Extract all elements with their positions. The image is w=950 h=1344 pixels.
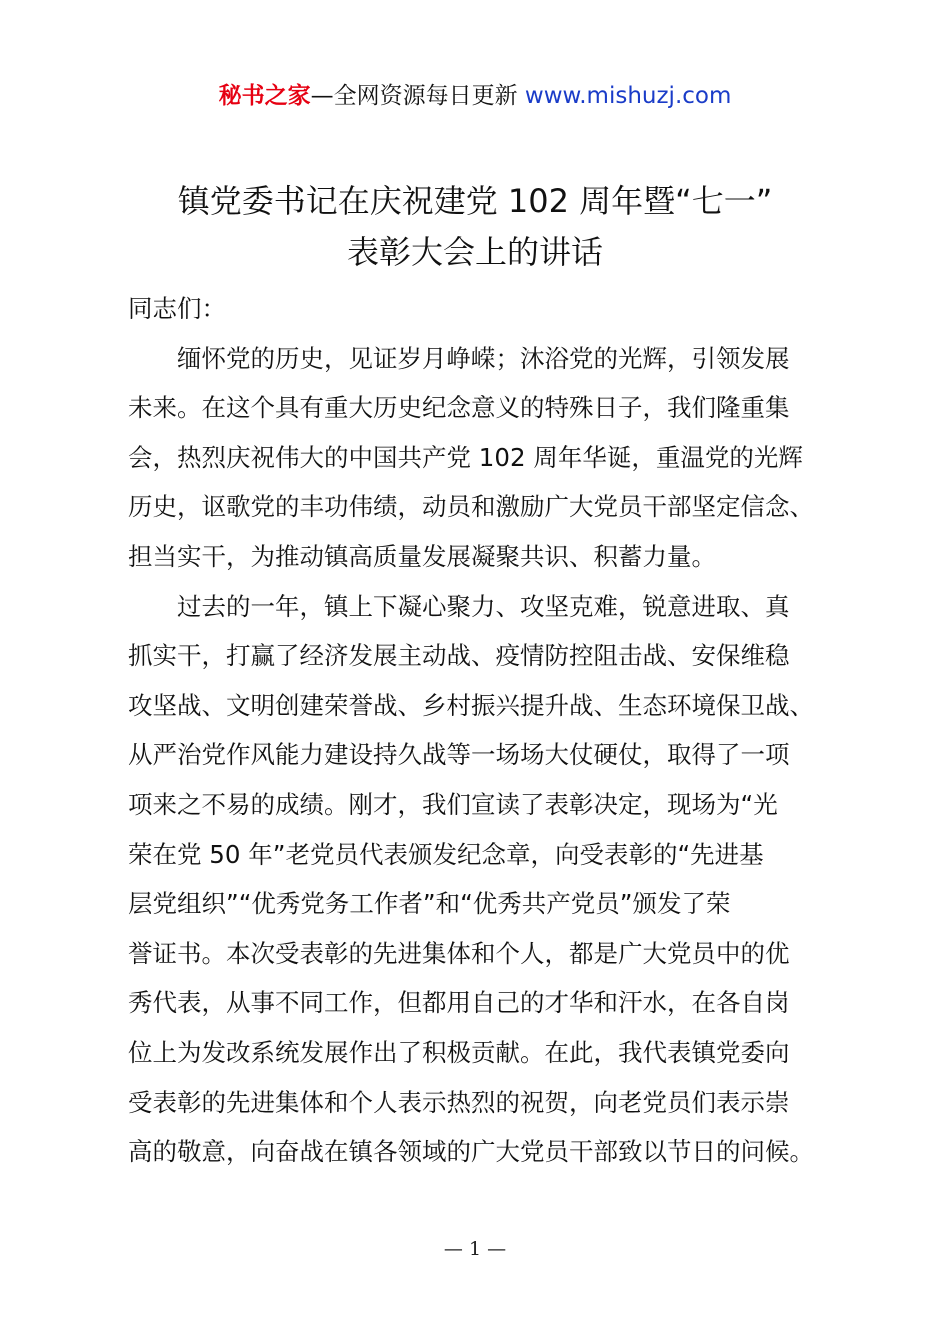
site-tagline: —全网资源每日更新 [310,83,525,109]
paragraph-line: 位上为发改系统发展作出了积极贡献。在此，我代表镇党委向 [128,1037,790,1067]
paragraph-line: 荣在党 50 年”老党员代表颁发纪念章，向受表彰的“先进基 [128,839,764,869]
paragraph-1 [128,334,838,582]
paragraph-line: 誉证书。本次受表彰的先进集体和个人，都是广大党员中的优 [128,938,790,968]
page-number: — 1 — [443,1238,507,1260]
paragraph-line: 攻坚战、文明创建荣誉战、乡村振兴提升战、生态环境保卫战、 [128,690,814,720]
paragraph-line: 秀代表，从事不同工作，但都用自己的才华和汗水，在各自岗 [128,988,790,1018]
paragraph-line: 抓实干，打赢了经济发展主动战、疫情防控阻击战、安保维稳 [128,641,790,671]
paragraph-line: 受表彰的先进集体和个人表示热烈的祝贺，向老党员们表示崇 [128,1087,790,1117]
paragraph-2 [128,582,838,1177]
paragraph-line: 过去的一年，镇上下凝心聚力、攻坚克难，锐意进取、真 [177,591,790,621]
document-body [128,284,838,1177]
document-title [0,176,950,278]
paragraph-line: 项来之不易的成绩。刚才，我们宣读了表彰决定，现场为“光 [128,789,778,819]
paragraph-line: 缅怀党的历史，见证岁月峥嵘；沐浴党的光辉，引领发展 [177,343,790,373]
paragraph-line: 会，热烈庆祝伟大的中国共产党 102 周年华诞，重温党的光辉 [128,442,803,472]
paragraph-line: 历史，讴歌党的丰功伟绩，动员和激励广大党员干部坚定信念、 [128,492,814,522]
paragraph-line: 高的敬意，向奋战在镇各领域的广大党员干部致以节日的问候。 [128,1137,814,1167]
paragraph-line: 担当实干，为推动镇高质量发展凝聚共识、积蓄力量。 [128,541,716,571]
site-url-link[interactable]: www.mishuzj.com [524,83,732,109]
paragraph-line: 未来。在这个具有重大历史纪念意义的特殊日子，我们隆重集 [128,393,790,423]
salutation: 同志们： [128,294,226,323]
paragraph-line: 层党组织”“优秀党务工作者”和“优秀共产党员”颁发了荣 [128,889,731,919]
site-name: 秘书之家 [218,83,311,109]
site-header [0,80,950,112]
title-line-2: 表彰大会上的讲话 [346,233,603,271]
paragraph-line: 从严治党作风能力建设持久战等一场场大仗硬仗，取得了一项 [128,740,790,770]
title-line-1: 镇党委书记在庆祝建党 102 周年暨“七一” [177,182,773,220]
